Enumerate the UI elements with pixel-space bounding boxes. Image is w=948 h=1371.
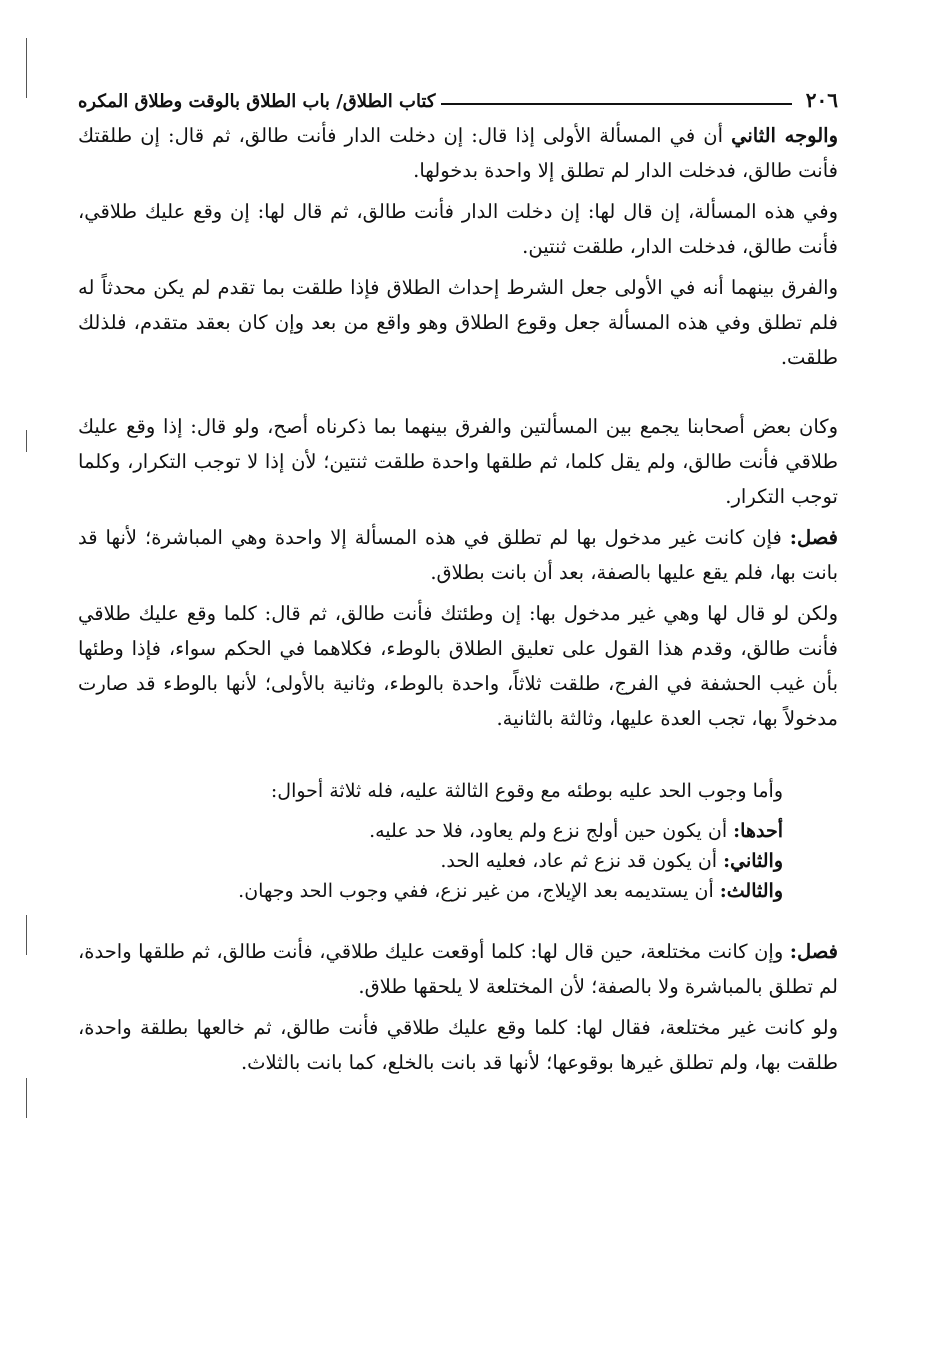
list-item [78, 846, 783, 876]
scan-margin-mark [26, 430, 27, 452]
list-item [78, 876, 783, 906]
paragraph [78, 520, 838, 590]
paragraph [78, 118, 838, 188]
section-gap [78, 906, 838, 934]
list-item-lead: والثاني: [723, 850, 783, 872]
running-title: كتاب الطلاق/ باب الطلاق بالوقت وطلاق المكره [78, 91, 436, 112]
paragraph [78, 934, 838, 1004]
section-gap [78, 381, 838, 409]
list-item-text: أن يستديمه بعد الإيلاج، من غير نزع، ففي وجوب الحد وجهان. [238, 880, 720, 902]
paragraph [78, 270, 838, 375]
paragraph-lead: فصل: [789, 940, 838, 963]
list-intro: وأما وجوب الحد عليه بوطئه مع وقوع الثالثة عليه، فله ثلاثة أحوال: [270, 780, 783, 802]
paragraph-lead: والوجه الثاني [731, 124, 838, 147]
paragraph [78, 596, 838, 736]
scan-margin-mark [26, 38, 27, 98]
paragraph-text: وكان بعض أصحابنا يجمع بين المسألتين والفرق بينهما بما ذكرناه أصح، ولو قال: إذا وقع عليك طلاقي فأنت طالق، ولم يقل كلما، ثم طلقها واحدة طلقت ثنتين؛ لأن إذا لا توجب التكرار، وكلما توجب التكرار. [78, 415, 838, 508]
paragraph-text: والفرق بينهما أنه في الأولى جعل الشرط إحداث الطلاق فإذا طلقت بما تقدم لم يكن محدثاً له فلم تطلق وفي هذه المسألة جعل وقوع الطلاق وهو واقع من بعد وإن كان بعقد متقدم، فلذلك طلقت. [78, 276, 838, 369]
scan-margin-mark [26, 915, 27, 955]
paragraph-text: وإن كانت مختلعة، حين قال لها: كلما أوقعت عليك طلاقي، فأنت طالق، ثم طلقها واحدة، لم تطلق بالمباشرة ولا بالصفة؛ لأن المختلعة لا يلحقها طلاق. [78, 940, 838, 998]
paragraph-text: وفي هذه المسألة، إن قال لها: إن دخلت الدار فأنت طالق، ثم قال لها: إن وقع عليك طلاقي، فأنت طالق، فدخلت الدار، طلقت ثنتين. [78, 200, 838, 258]
paragraph [78, 1010, 838, 1080]
list-item-lead: والثالث: [719, 880, 783, 902]
section-gap [78, 742, 838, 770]
page-number: ٢٠٦ [805, 88, 838, 112]
paragraph-text: أن في المسألة الأولى إذا قال: إن دخلت الدار فأنت طالق، ثم قال: إن طلقتك فأنت طالق، فدخلت الدار لم تطلق إلا واحدة بدخولها. [78, 124, 838, 182]
cases-list [78, 774, 838, 906]
list-item-text: أن يكون حين أولج نزع ولم يعاود، فلا حد عليه. [369, 820, 734, 842]
paragraph-lead: فصل: [789, 526, 838, 549]
book-page [78, 78, 838, 1086]
paragraph [78, 409, 838, 514]
paragraph [78, 194, 838, 264]
paragraph-text: فإن كانت غير مدخول بها لم تطلق في هذه المسألة إلا واحدة وهي المباشرة؛ لأنها قد بانت بها، فلم يقع عليها بالصفة، بعد أن بانت بطلاق. [78, 526, 838, 584]
list-item-text: أن يكون قد نزع ثم عاد، فعليه الحد. [440, 850, 724, 872]
paragraph-text: ولكن لو قال لها وهي غير مدخول بها: إن وطئتك فأنت طالق، ثم قال: كلما وقع عليك طلاقي فأنت طالق، وقدم هذا القول على تعليق الطلاق بالوطء، فكلاهما في الحكم سواء، فإذا وطئها بأن غيب الحشفة في الفرج، طلقت ثلاثاً، واحدة بالوطء، وثانية بالأولى؛ لأنها بالوطء قد صارت مدخولاً بها، تجب العدة عليها، وثالثة بالثانية. [78, 602, 838, 730]
paragraph-text: ولو كانت غير مختلعة، فقال لها: كلما وقع عليك طلاقي فأنت طالق، ثم خالعها بطلقة واحدة، طلقت بها، ولم تطلق غيرها بوقوعها؛ لأنها قد بانت بالخلع، كما بانت بالثلاث. [78, 1016, 838, 1074]
list-item [78, 816, 783, 846]
running-header [78, 78, 838, 112]
header-rule [441, 103, 791, 105]
scan-margin-mark [26, 1078, 27, 1118]
list-item-lead: أحدها: [733, 820, 783, 842]
